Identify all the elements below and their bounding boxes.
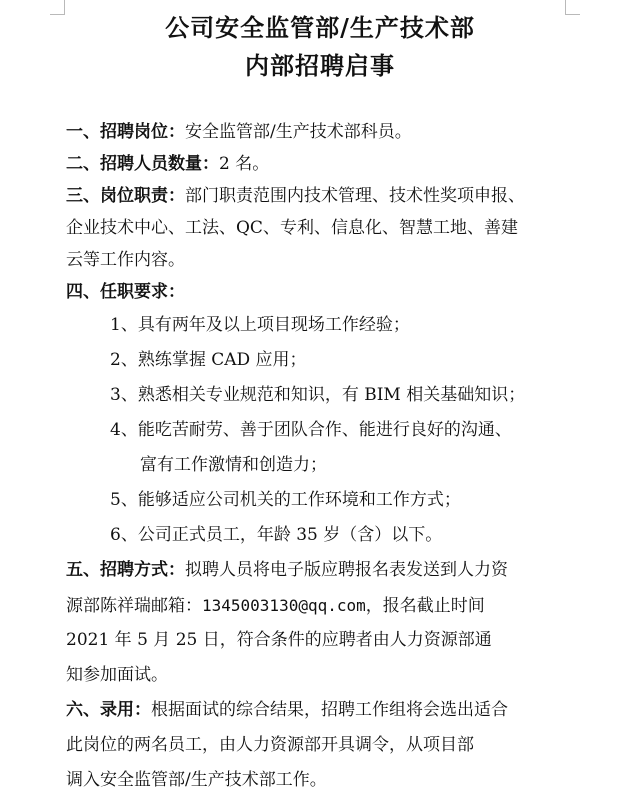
section-headcount [66, 148, 586, 180]
section-duties-line2: 企业技术中心、工法、QC、专利、信息化、智慧工地、善建 [66, 218, 518, 238]
section-method-line4: 知参加面试。 [66, 665, 168, 685]
section-requirements-label: 四、任职要求： [66, 282, 185, 302]
section-position-label: 一、招聘岗位： [66, 122, 185, 142]
contact-email: 1345003130@qq.com [202, 596, 366, 615]
section-method-line3: 2021 年 5 月 25 日，符合条件的应聘者由人力资源部通 [66, 630, 492, 650]
section-recruitment-method [66, 553, 586, 588]
section-method-line1: 拟聘人员将电子版应聘报名表发送到人力资 [185, 560, 508, 580]
section-hiring-line3: 调入安全监管部/生产技术部工作。 [66, 770, 327, 790]
section-requirements [66, 276, 586, 308]
section-position-text: 安全监管部/生产技术部科员。 [185, 122, 412, 142]
section-duties [66, 180, 586, 212]
method-line2-prefix: 源部陈祥瑞邮箱： [66, 596, 202, 616]
section-duties-line1: 部门职责范围内技术管理、技术性奖项申报、 [185, 186, 525, 206]
requirement-item-4-line2: 富有工作激情和创造力； [140, 455, 327, 475]
document-body [66, 116, 586, 798]
requirement-item-4-line1: 4、能吃苦耐劳、善于团队合作、能进行良好的沟通、 [110, 420, 512, 440]
section-duties-label: 三、岗位职责： [66, 186, 185, 206]
section-hiring-label: 六、录用： [66, 700, 151, 720]
section-method-line2 [66, 588, 586, 623]
requirement-item-6: 6、公司正式员工，年龄 35 岁（含）以下。 [110, 525, 443, 545]
section-headcount-text: 2 名。 [219, 154, 270, 174]
section-headcount-label: 二、招聘人员数量： [66, 154, 219, 174]
requirement-item-1: 1、具有两年及以上项目现场工作经验； [110, 315, 410, 335]
requirement-item-3: 3、熟悉相关专业规范和知识，有 BIM 相关基础知识； [110, 385, 526, 405]
section-duties-line3: 云等工作内容。 [66, 250, 185, 270]
section-hiring-line2: 此岗位的两名员工，由人力资源部开具调令，从项目部 [66, 735, 474, 755]
section-position [66, 116, 586, 148]
document-title-line1: 公司安全监管部/生产技术部 [165, 13, 475, 42]
document-title-line2: 内部招聘启事 [245, 51, 395, 80]
section-method-label: 五、招聘方式： [66, 560, 185, 580]
section-hiring-line1: 根据面试的综合结果，招聘工作组将会选出适合 [151, 700, 508, 720]
method-line2-suffix: ，报名截止时间 [365, 596, 485, 616]
requirement-item-2: 2、熟练掌握 CAD 应用； [110, 350, 307, 370]
section-hiring [66, 693, 586, 728]
requirement-item-5: 5、能够适应公司机关的工作环境和工作方式； [110, 490, 461, 510]
